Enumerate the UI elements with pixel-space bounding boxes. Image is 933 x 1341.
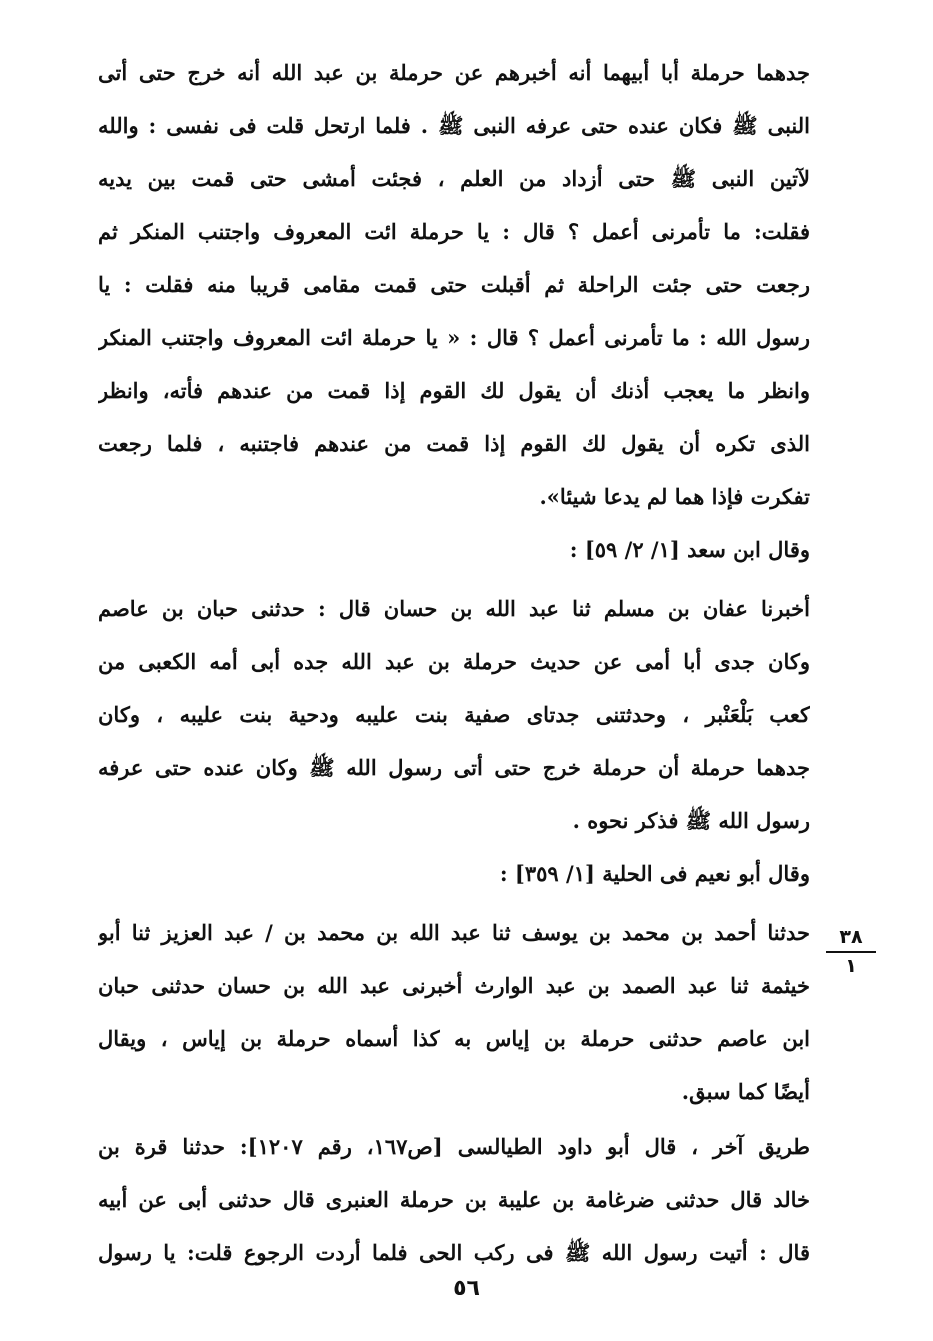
text-line: وكان جدى أبا أمى عن حديث حرملة بن عبد الله جده أبى أمه الكعبى من bbox=[98, 649, 810, 674]
text-line: لآتين النبى ﷺ حتى أزداد من العلم ، فجئت أمشى حتى قمت بين يديه bbox=[98, 166, 810, 191]
text-line: حدثنا أحمد بن محمد بن يوسف ثنا عبد الله بن محمد بن / عبد العزيز ثنا أبو bbox=[98, 920, 810, 945]
text-line: جدهما حرملة أن حرملة خرج حتى أتى رسول الله ﷺ وكان عنده حتى عرفه bbox=[98, 755, 810, 780]
text-line: أخبرنا عفان بن مسلم ثنا عبد الله بن حسان قال : حدثنى حبان بن عاصم bbox=[98, 596, 810, 621]
text-line: ابن عاصم حدثنى حرملة بن إياس به كذا أسماه حرملة بن إياس ، ويقال bbox=[98, 1026, 810, 1051]
source-heading: وقال أبو نعيم فى الحلية [١/ ٣٥٩] : bbox=[499, 861, 810, 886]
text-line: أيضًا كما سبق. bbox=[681, 1079, 810, 1104]
text-line: رسول الله : ما تأمرنى أعمل ؟ قال : « يا حرملة ائت المعروف واجتنب المنكر bbox=[98, 325, 810, 350]
text-line: تفكرت فإذا هما لم يدعا شيئا». bbox=[539, 484, 810, 509]
text-line: قال : أتيت رسول الله ﷺ فى ركب الحى فلما أردت الرجوع قلت: يا رسول bbox=[98, 1240, 810, 1265]
body-text bbox=[98, 46, 810, 1279]
text-line: رسول الله ﷺ فذكر نحوه . bbox=[572, 808, 810, 833]
text-line: خالد قال حدثنى ضرغامة بن عليبة بن حرملة العنبرى قال حدثنى أبى عن أبيه bbox=[98, 1187, 810, 1212]
margin-marker-top: ٣٨ bbox=[826, 926, 876, 953]
source-heading: وقال ابن سعد [١/ ٢/ ٥٩] : bbox=[569, 537, 810, 562]
page-number: ٥٦ bbox=[453, 1276, 480, 1301]
margin-marker-bottom: ١ bbox=[845, 955, 857, 977]
text-line: طريق آخر ، قال أبو داود الطيالسى [ص١٦٧، رقم ١٢٠٧]: حدثنا قرة بن bbox=[98, 1134, 810, 1159]
text-line: جدهما حرملة أبا أبيهما أنه أخبرهم عن حرملة بن عبد الله أنه خرج حتى أتى bbox=[98, 60, 810, 85]
text-line: رجعت حتى جئت الراحلة ثم أقبلت حتى قمت مقامى قريبا منه فقلت : يا bbox=[98, 272, 810, 297]
text-line: الذى تكره أن يقول لك القوم إذا قمت من عندهم فاجتنبه ، فلما رجعت bbox=[98, 431, 810, 456]
text-line: كعب بَلْعَنْبر ، وحدثتنى جدتاى صفية بنت عليبه ودحية بنت عليبه ، وكان bbox=[98, 702, 810, 727]
text-line: النبى ﷺ فكان عنده حتى عرفه النبى ﷺ . فلما ارتحل قلت فى نفسى : والله bbox=[98, 113, 810, 138]
text-line: وانظر ما يعجب أذنك أن يقول لك القوم إذا قمت من عندهم فأته، وانظر bbox=[98, 378, 810, 403]
margin-volume-marker bbox=[826, 926, 876, 977]
text-line: فقلت: ما تأمرنى أعمل ؟ قال : يا حرملة ائت المعروف واجتنب المنكر ثم bbox=[98, 219, 810, 244]
text-line: خيثمة ثنا عبد الصمد بن عبد الوارث أخبرنى عبد الله بن حسان حدثنى حبان bbox=[98, 973, 810, 998]
